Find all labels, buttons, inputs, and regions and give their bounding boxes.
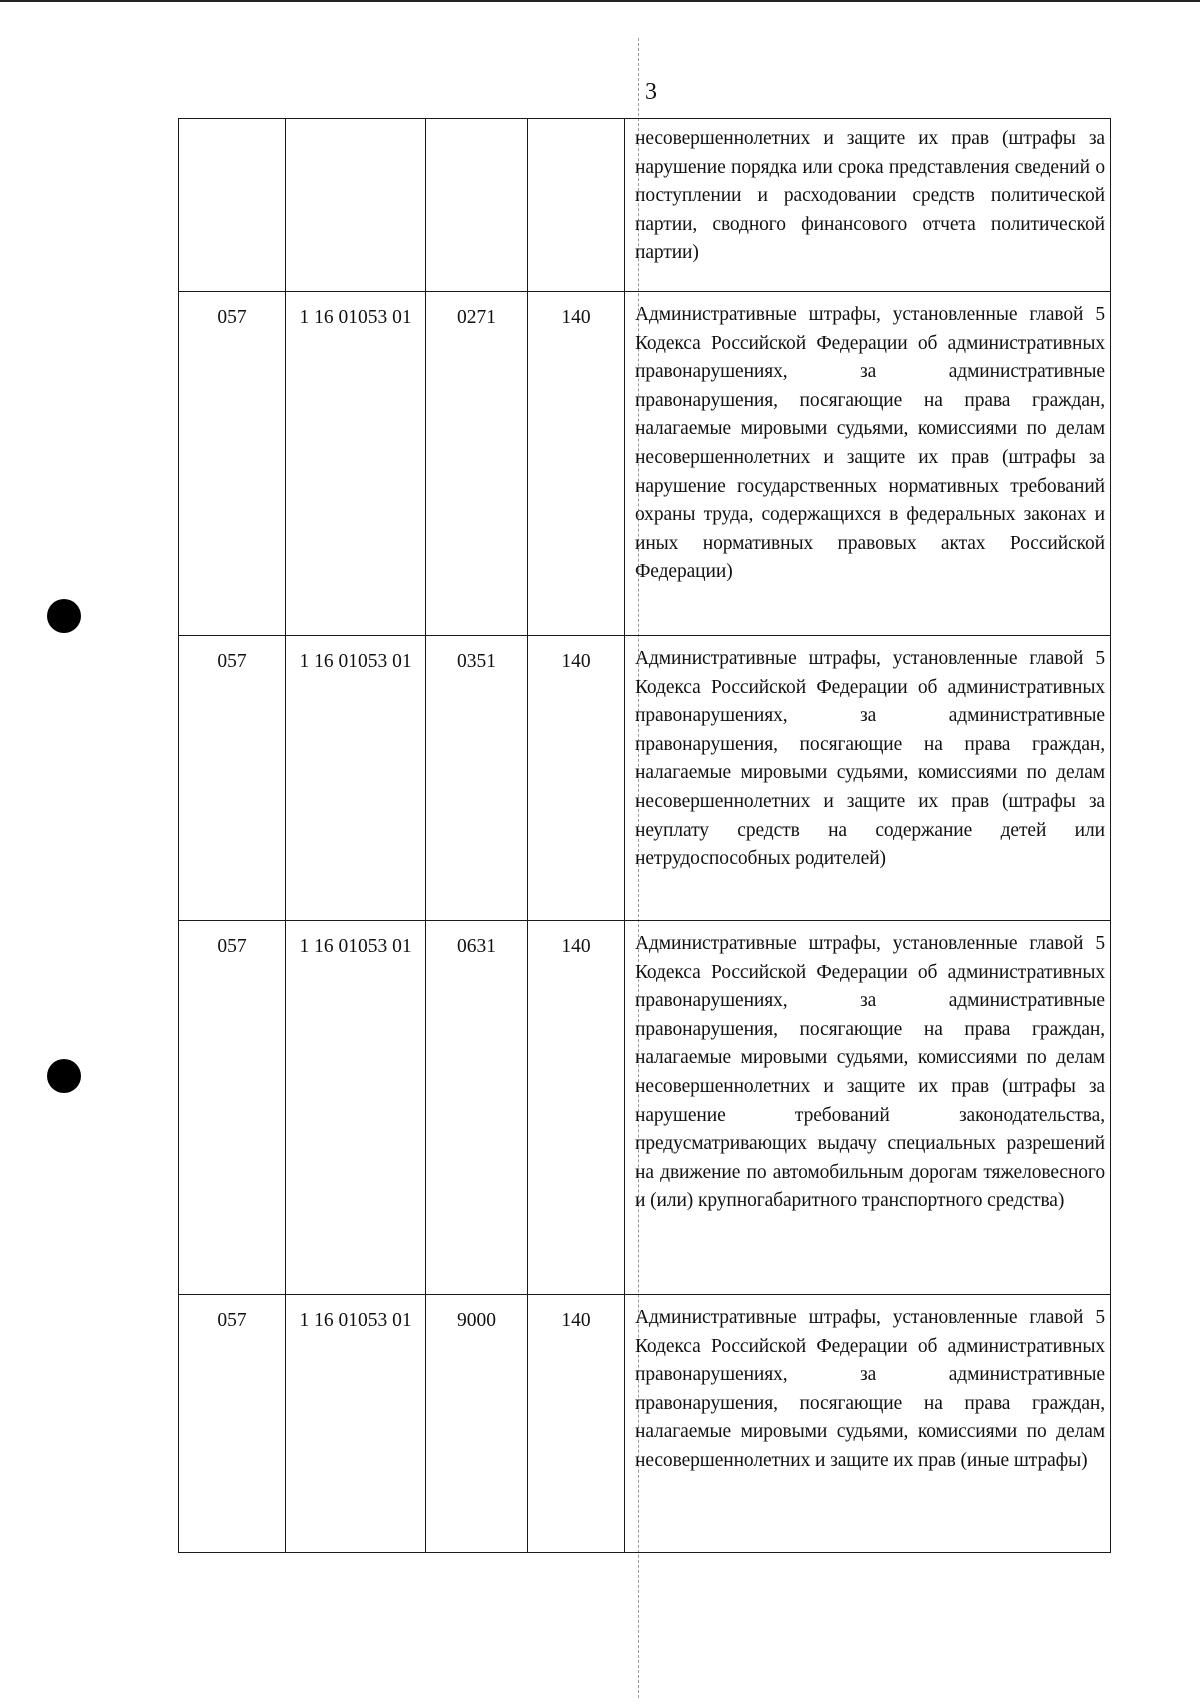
income-code-cell: 1 16 01053 01: [286, 1295, 426, 1553]
kosgu-code-cell: 140: [528, 1295, 625, 1553]
page-number: 3: [645, 79, 657, 105]
budget-code-table: [178, 118, 1111, 1553]
admin-code-cell: 057: [179, 636, 286, 921]
admin-code-cell: 057: [179, 292, 286, 636]
punch-hole-mark: [47, 599, 81, 633]
scan-top-edge: [0, 0, 1200, 2]
description-cell: Административные штрафы, установленные главой 5 Кодекса Российской Федерации об административных правонарушениях, за административные правонарушения, посягающие на права граждан, налагаемые мировыми судьями, комиссиями по делам несовершеннолетних и защите их прав (штрафы за нарушение государственных нормативных требований охраны труда, содержащихся в федеральных законах и иных нормативных правовых актах Российской Федерации): [625, 292, 1111, 636]
income-code-cell: 1 16 01053 01: [286, 921, 426, 1295]
table-row: [179, 636, 1111, 921]
table-row: [179, 119, 1111, 292]
income-code-cell: 1 16 01053 01: [286, 636, 426, 921]
description-cell: Административные штрафы, установленные главой 5 Кодекса Российской Федерации об административных правонарушениях, за административные правонарушения, посягающие на права граждан, налагаемые мировыми судьями, комиссиями по делам несовершеннолетних и защите их прав (штрафы за нарушение требований законодательства, предусматривающих выдачу специальных разрешений на движение по автомобильным дорогам тяжеловесного и (или) крупногабаритного транспортного средства): [625, 921, 1111, 1295]
kosgu-code-cell: [528, 119, 625, 292]
description-cell: несовершеннолетних и защите их прав (штрафы за нарушение порядка или срока представления сведений о поступлении и расходовании средств политической партии, сводного финансового отчета политической партии): [625, 119, 1111, 292]
punch-hole-mark: [47, 1059, 81, 1093]
table-row: [179, 921, 1111, 1295]
admin-code-cell: 057: [179, 1295, 286, 1553]
subtype-code-cell: 0351: [426, 636, 528, 921]
kosgu-code-cell: 140: [528, 921, 625, 1295]
table-row: [179, 1295, 1111, 1553]
admin-code-cell: 057: [179, 921, 286, 1295]
table-row: [179, 292, 1111, 636]
subtype-code-cell: 9000: [426, 1295, 528, 1553]
income-code-cell: [286, 119, 426, 292]
description-cell: Административные штрафы, установленные главой 5 Кодекса Российской Федерации об административных правонарушениях, за административные правонарушения, посягающие на права граждан, налагаемые мировыми судьями, комиссиями по делам несовершеннолетних и защите их прав (иные штрафы): [625, 1295, 1111, 1553]
subtype-code-cell: 0271: [426, 292, 528, 636]
subtype-code-cell: 0631: [426, 921, 528, 1295]
subtype-code-cell: [426, 119, 528, 292]
kosgu-code-cell: 140: [528, 292, 625, 636]
description-cell: Административные штрафы, установленные главой 5 Кодекса Российской Федерации об административных правонарушениях, за административные правонарушения, посягающие на права граждан, налагаемые мировыми судьями, комиссиями по делам несовершеннолетних и защите их прав (штрафы за неуплату средств на содержание детей или нетрудоспособных родителей): [625, 636, 1111, 921]
admin-code-cell: [179, 119, 286, 292]
kosgu-code-cell: 140: [528, 636, 625, 921]
income-code-cell: 1 16 01053 01: [286, 292, 426, 636]
